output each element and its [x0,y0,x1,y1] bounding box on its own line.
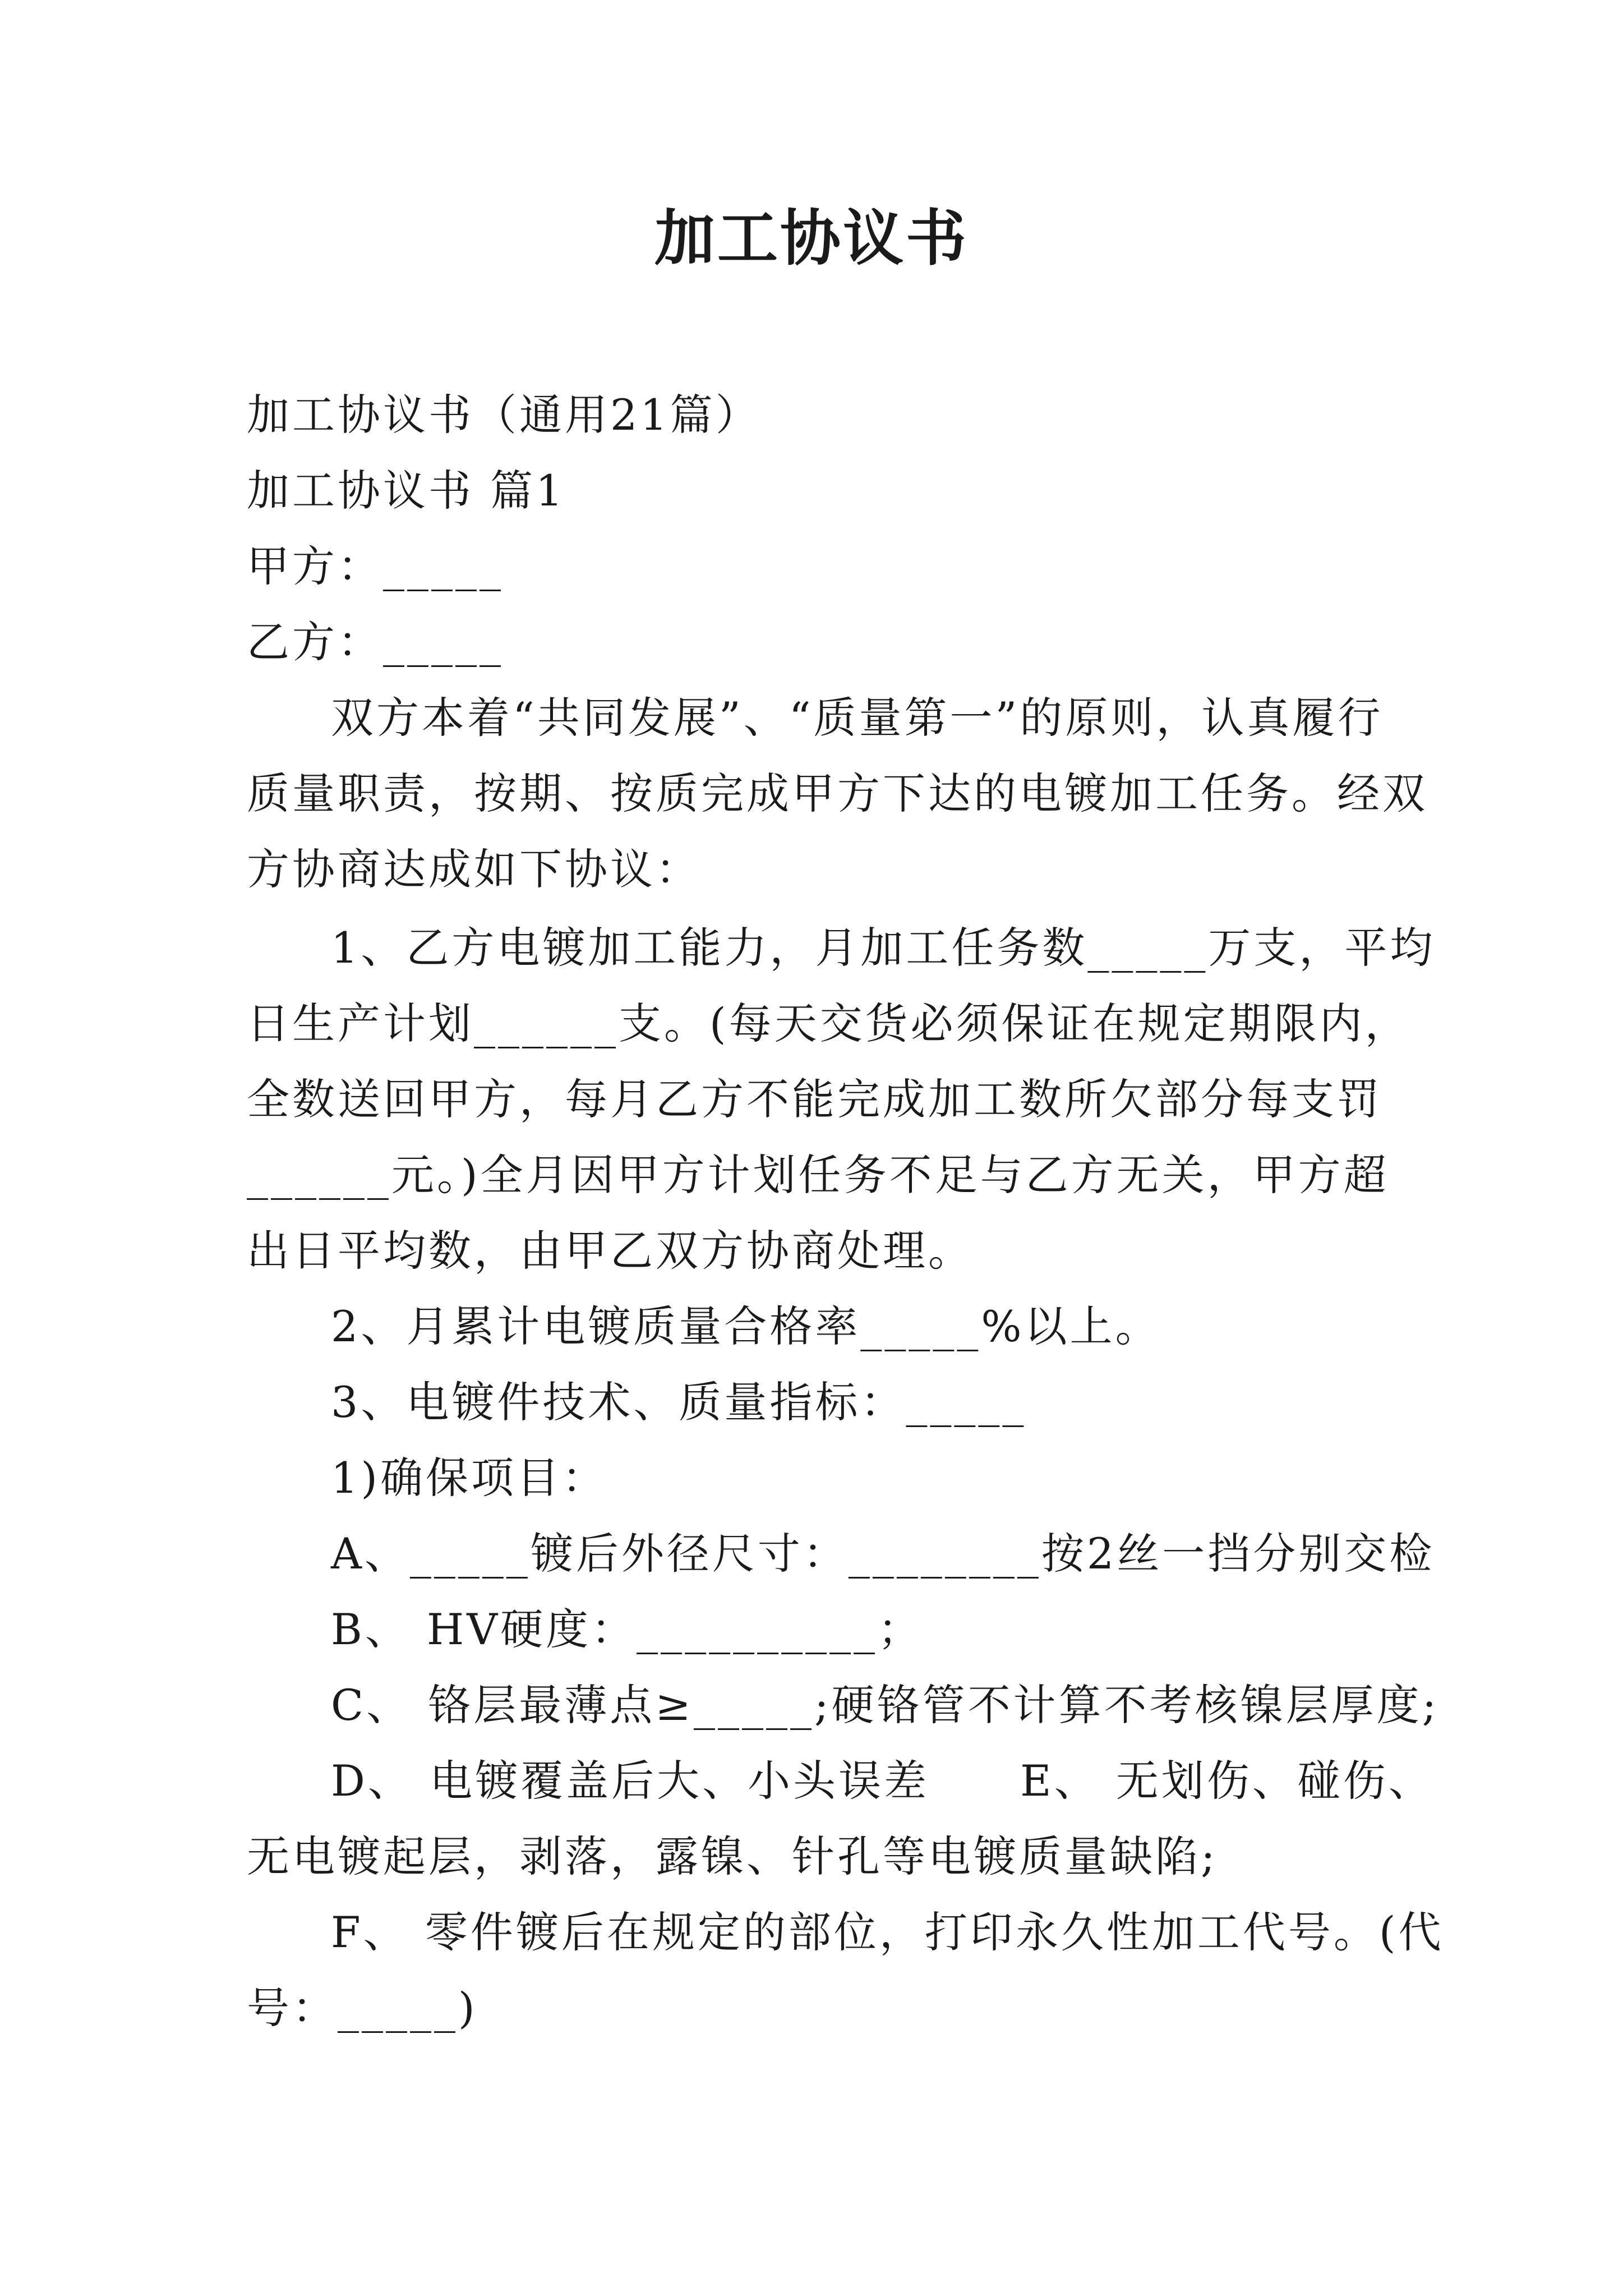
party-a-line: 甲方：_____ [247,541,504,591]
clause-line: 全数送回甲方，每月乙方不能完成加工数所欠部分每支罚 [247,1074,1382,1124]
clause-line: 2、月累计电镀质量合格率_____%以上。 [331,1301,1161,1351]
paragraph-line: 双方本着“共同发展”、“质量第一”的原则，认真履行 [331,693,1384,743]
clause-line: F、 零件镀后在规定的部位，打印永久性加工代号。(代 [331,1907,1444,1957]
clause-line: C、 铬层最薄点≥_____;硬铬管不计算不考核镍层厚度; [331,1680,1440,1730]
clause-line: 1、乙方电镀加工能力，月加工任务数_____万支，平均 [331,923,1436,973]
clause-line: 出日平均数，由甲乙双方协商处理。 [247,1226,974,1276]
subtitle-line: 加工协议书（通用21篇） [247,390,761,440]
clause-line: 1)确保项目： [331,1453,608,1503]
clause-line: 3、电镀件技术、质量指标：_____ [331,1377,1027,1427]
clause-line: ______元。)全月因甲方计划任务不足与乙方无关，甲方超 [247,1150,1389,1200]
clause-line: D、 电镀覆盖后大、小头误差 E、 无划伤、碰伤、 [331,1756,1434,1806]
clause-line: 日生产计划______支。(每天交货必须保证在规定期限内， [247,999,1410,1048]
clause-line: 号：_____) [247,1983,478,2033]
clause-line: A、_____镀后外径尺寸：________按2丝一挡分别交检 [331,1529,1435,1579]
party-b-line: 乙方：_____ [247,617,504,667]
section-heading: 加工协议书 篇1 [247,466,566,516]
clause-line: 无电镀起层，剥落，露镍、针孔等电镀质量缺陷; [247,1832,1218,1881]
clause-line: B、 HV硬度：__________； [331,1604,924,1654]
paragraph-line: 方协商达成如下协议： [247,844,701,894]
document-title: 加工协议书 [654,203,969,274]
paragraph-line: 质量职责，按期、按质完成甲方下达的电镀加工任务。经双 [247,769,1428,818]
